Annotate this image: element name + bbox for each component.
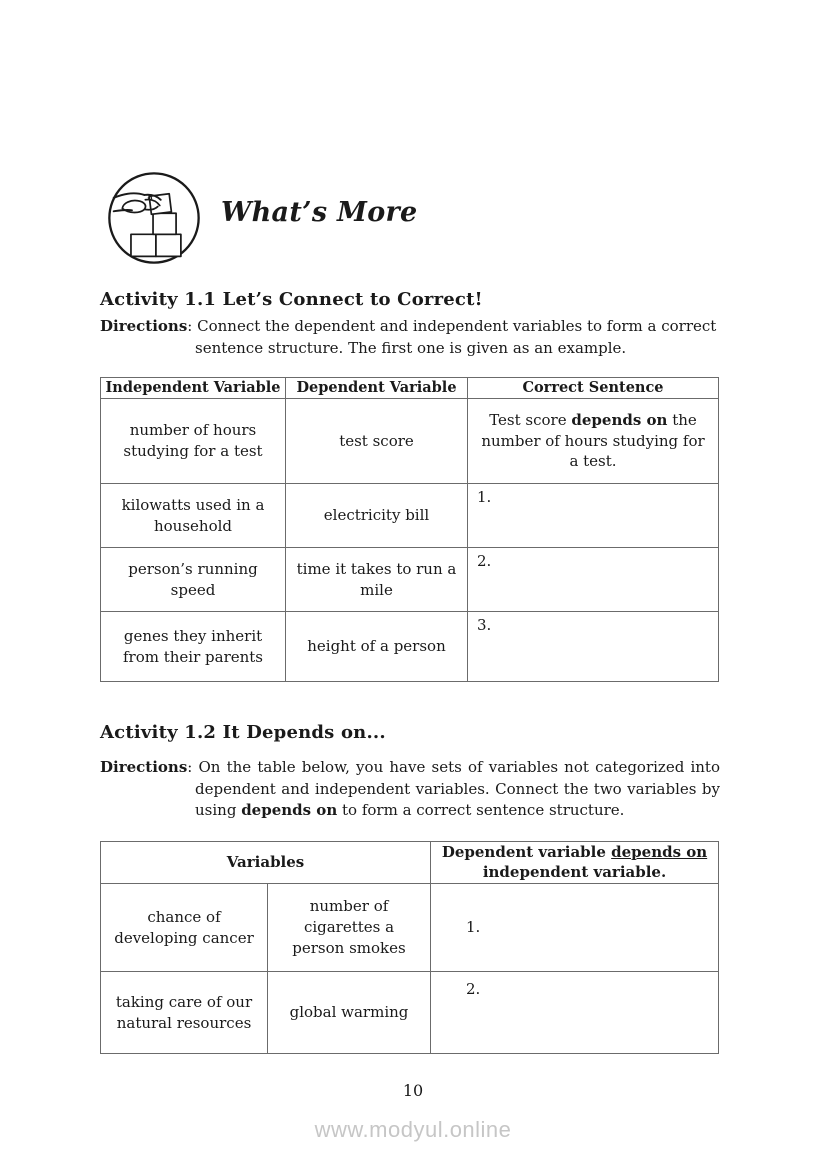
section-title: What’s More — [221, 197, 418, 228]
table-header-row — [101, 842, 719, 884]
variables-table-1 — [100, 377, 719, 682]
sentence-bold-text: depends on — [571, 410, 668, 429]
table-row — [101, 884, 719, 972]
variables-table-2 — [100, 841, 719, 1054]
directions-label: Directions — [100, 317, 188, 335]
directions-colon: : — [187, 317, 198, 335]
watermark: www.modyul.online — [314, 1117, 512, 1142]
independent-cell: genes they inherit from their parents — [101, 612, 286, 682]
table-row — [101, 399, 719, 484]
directions-text: to form a correct sentence structure. — [337, 801, 625, 819]
table-row — [101, 972, 719, 1054]
col-header-independent: Independent Variable — [101, 378, 286, 399]
variables-header: Variables — [101, 842, 431, 884]
directions-line — [100, 757, 720, 779]
header-text: Dependent variable — [441, 843, 612, 861]
example-sentence-cell — [468, 399, 719, 484]
activity-1-1-title: Activity 1.1 Let’s Connect to Correct! — [100, 289, 483, 310]
header-text: independent variable. — [482, 862, 667, 881]
dependent-cell: time it takes to run a mile — [286, 548, 468, 612]
variable-cell: global warming — [268, 972, 431, 1054]
table-row — [101, 548, 719, 612]
answer-cell: 2. — [468, 548, 719, 612]
sentence-text: the number of hours studying for a test. — [481, 410, 705, 471]
answer-cell: 1. — [431, 884, 719, 972]
variable-cell: chance of developing cancer — [101, 884, 268, 972]
directions-line: sentence structure. The first one is given as an example. — [195, 339, 627, 357]
directions-colon: : — [187, 758, 199, 776]
sentence-header — [431, 842, 719, 884]
independent-cell: kilowatts used in a household — [101, 484, 286, 548]
header-underlined-text: depends on — [611, 843, 708, 861]
dependent-cell: height of a person — [286, 612, 468, 682]
answer-cell: 3. — [468, 612, 719, 682]
col-header-dependent: Dependent Variable — [286, 378, 468, 399]
answer-cell: 2. — [431, 972, 719, 1054]
hand-stacking-blocks-icon — [106, 170, 202, 266]
table-row — [101, 484, 719, 548]
directions-text: Connect the dependent and independent variables to form a correct — [197, 317, 717, 335]
table-header-row — [101, 378, 719, 399]
variable-cell: taking care of our natural resources — [101, 972, 268, 1054]
independent-cell: person’s running speed — [101, 548, 286, 612]
directions-line: dependent and independent variables. Connect the two variables by — [195, 779, 720, 798]
directions-bold-text: depends on — [241, 801, 338, 819]
directions-label: Directions — [100, 758, 188, 776]
col-header-sentence: Correct Sentence — [468, 378, 719, 399]
activity-1-2-directions — [100, 757, 720, 822]
independent-cell: number of hours studying for a test — [101, 399, 286, 484]
page-number: 10 — [402, 1081, 424, 1100]
variable-cell: number of cigarettes a person smokes — [268, 884, 431, 972]
sentence-text: Test score — [489, 410, 572, 429]
activity-1-1-directions — [100, 315, 720, 359]
directions-text: On the table below, you have sets of variables not categorized into — [198, 758, 720, 776]
directions-line — [100, 800, 720, 822]
answer-cell: 1. — [468, 484, 719, 548]
table-row — [101, 612, 719, 682]
activity-1-2-title: Activity 1.2 It Depends on... — [100, 722, 386, 743]
directions-text: using — [195, 801, 242, 819]
dependent-cell: electricity bill — [286, 484, 468, 548]
directions-line — [100, 315, 720, 337]
dependent-cell: test score — [286, 399, 468, 484]
